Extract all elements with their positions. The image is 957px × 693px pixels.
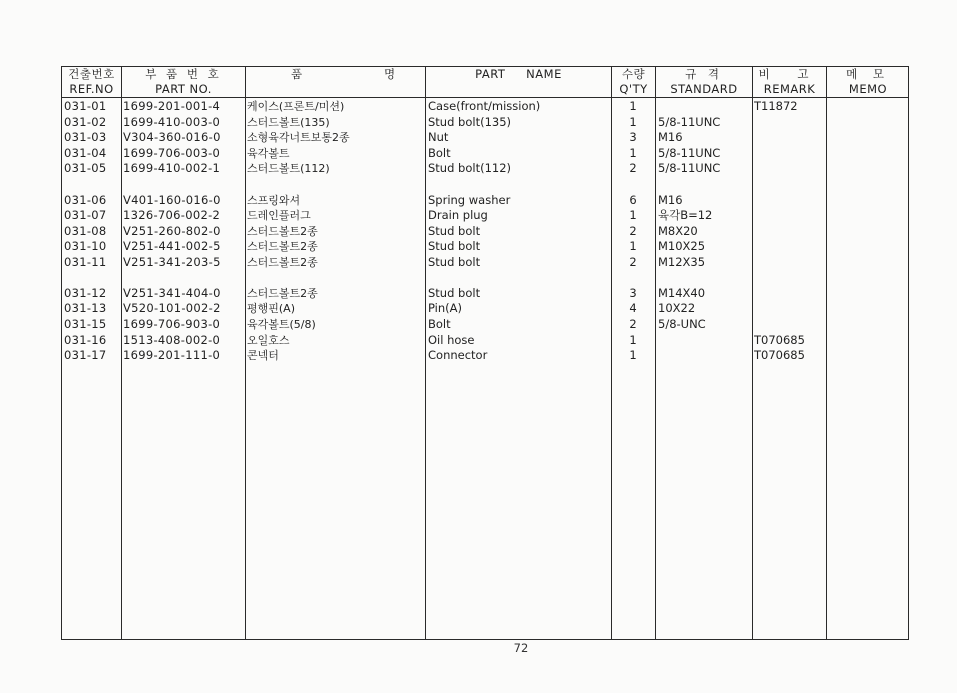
part-name-cell: Stud bolt(135)	[428, 115, 512, 129]
part-name-cell: Stud bolt	[428, 255, 481, 269]
ref-cell: 031-07	[64, 208, 107, 222]
ref-cell: 031-12	[64, 286, 107, 300]
ref-cell: 031-08	[64, 224, 107, 238]
ref-cell: 031-04	[64, 146, 107, 160]
part-name-cell: Oil hose	[428, 333, 475, 347]
table-row	[62, 130, 908, 146]
korean-name-cell: 평행핀(A)	[247, 302, 295, 315]
qty-cell: 2	[629, 255, 637, 269]
part-name-cell: Stud bolt	[428, 224, 481, 238]
page-number: 72	[513, 641, 529, 655]
part-no-cell: V251-341-404-0	[123, 286, 221, 300]
part-name-cell: Nut	[428, 130, 449, 144]
ref-cell: 031-16	[64, 333, 107, 347]
ref-cell: 031-17	[64, 348, 107, 362]
header-std-kor: 규 격	[685, 67, 723, 81]
korean-name-cell: 오일호스	[247, 334, 290, 347]
part-name-cell: Connector	[428, 348, 488, 362]
qty-cell: 4	[629, 301, 637, 315]
korean-name-cell: 스터드볼트(135)	[247, 116, 330, 129]
part-no-cell: V401-160-016-0	[123, 193, 221, 207]
header-part-name	[426, 67, 611, 97]
header-std-eng: STANDARD	[670, 82, 738, 96]
part-name-cell: Stud bolt(112)	[428, 161, 512, 175]
header-ref-kor: 건출번호	[68, 67, 115, 81]
table-row	[62, 301, 908, 317]
remark-cell: T11872	[754, 99, 798, 113]
korean-name-cell: 스프링와셔	[247, 194, 301, 207]
header-rem-eng: REMARK	[763, 82, 816, 96]
table-row	[62, 333, 908, 349]
header-kor-name-b: 명	[384, 67, 396, 81]
part-name-cell: Stud bolt	[428, 239, 481, 253]
header-pno-kor: 부 품 번 호	[145, 67, 222, 81]
qty-cell: 1	[629, 333, 637, 347]
qty-cell: 3	[629, 130, 637, 144]
standard-cell: 5/8-UNC	[658, 317, 706, 331]
korean-name-cell: 스터드볼트2종	[247, 287, 318, 300]
header-memo	[827, 67, 909, 97]
header-memo-eng: MEMO	[848, 82, 888, 96]
standard-cell: M8X20	[658, 224, 698, 238]
standard-cell: M16	[658, 130, 683, 144]
korean-name-cell: 스터드볼트2종	[247, 240, 318, 253]
korean-name-cell: 육각볼트	[247, 147, 290, 160]
header-kor-name	[246, 67, 425, 97]
header-kor-name-a: 품	[291, 67, 303, 81]
table-row	[62, 348, 908, 364]
qty-cell: 2	[629, 161, 637, 175]
parts-table	[61, 66, 909, 640]
korean-name-cell: 케이스(프론트/미션)	[247, 100, 345, 113]
header-standard	[656, 67, 752, 97]
qty-cell: 2	[629, 317, 637, 331]
header-remark	[753, 67, 826, 97]
part-no-cell: V251-441-002-5	[123, 239, 221, 253]
qty-cell: 1	[629, 146, 637, 160]
qty-cell: 2	[629, 224, 637, 238]
part-no-cell: 1699-706-003-0	[123, 146, 221, 160]
table-row	[62, 317, 908, 333]
part-no-cell: 1699-410-002-1	[123, 161, 221, 175]
table-row	[62, 146, 908, 162]
header-part-name-label: PART NAME	[475, 67, 562, 81]
header-rem-kor: 비 고	[758, 67, 821, 81]
remark-cell: T070685	[754, 348, 805, 362]
ref-cell: 031-03	[64, 130, 107, 144]
qty-cell: 1	[629, 239, 637, 253]
qty-cell: 1	[629, 99, 637, 113]
standard-cell: 5/8-11UNC	[658, 146, 721, 160]
standard-cell: M14X40	[658, 286, 706, 300]
table-row	[62, 193, 908, 209]
standard-cell: 5/8-11UNC	[658, 161, 721, 175]
korean-name-cell: 콘넥터	[247, 349, 279, 362]
table-row	[62, 224, 908, 240]
standard-cell: 육각B=12	[658, 208, 713, 222]
header-ref	[62, 67, 121, 97]
part-no-cell: 1699-201-001-4	[123, 99, 221, 113]
ref-cell: 031-10	[64, 239, 107, 253]
ref-cell: 031-05	[64, 161, 107, 175]
header-pno-eng: PART NO.	[155, 82, 212, 96]
standard-cell: M16	[658, 193, 683, 207]
korean-name-cell: 소형육각너트보통2종	[247, 131, 350, 144]
table-row	[62, 161, 908, 177]
korean-name-cell: 스터드볼트(112)	[247, 162, 330, 175]
korean-name-cell: 스터드볼트2종	[247, 256, 318, 269]
header-part-no	[122, 67, 245, 97]
part-no-cell: 1699-706-903-0	[123, 317, 221, 331]
part-no-cell: V251-260-802-0	[123, 224, 221, 238]
korean-name-cell: 육각볼트(5/8)	[247, 318, 316, 331]
part-no-cell: V520-101-002-2	[123, 301, 221, 315]
part-name-cell: Bolt	[428, 146, 451, 160]
part-name-cell: Spring washer	[428, 193, 511, 207]
ref-cell: 031-06	[64, 193, 107, 207]
table-row	[62, 239, 908, 255]
qty-cell: 1	[629, 208, 637, 222]
header-qty-kor: 수량	[621, 67, 646, 81]
part-no-cell: V251-341-203-5	[123, 255, 221, 269]
header-memo-kor: 메 모	[846, 67, 890, 81]
header-qty	[612, 67, 655, 97]
qty-cell: 1	[629, 115, 637, 129]
table-row	[62, 208, 908, 224]
header-divider	[62, 97, 908, 98]
header-qty-eng: Q'TY	[619, 82, 648, 96]
standard-cell: M10X25	[658, 239, 706, 253]
table-row	[62, 99, 908, 115]
qty-cell: 6	[629, 193, 637, 207]
ref-cell: 031-01	[64, 99, 107, 113]
part-no-cell: 1326-706-002-2	[123, 208, 221, 222]
table-row	[62, 115, 908, 131]
table-row	[62, 286, 908, 302]
part-no-cell: 1699-201-111-0	[123, 348, 221, 362]
qty-cell: 1	[629, 348, 637, 362]
part-name-cell: Bolt	[428, 317, 451, 331]
table-row	[62, 255, 908, 271]
ref-cell: 031-15	[64, 317, 107, 331]
ref-cell: 031-13	[64, 301, 107, 315]
standard-cell: 5/8-11UNC	[658, 115, 721, 129]
qty-cell: 3	[629, 286, 637, 300]
part-no-cell: V304-360-016-0	[123, 130, 221, 144]
part-name-cell: Drain plug	[428, 208, 488, 222]
remark-cell: T070685	[754, 333, 805, 347]
ref-cell: 031-02	[64, 115, 107, 129]
ref-cell: 031-11	[64, 255, 107, 269]
korean-name-cell: 드레인플러그	[247, 209, 311, 222]
part-no-cell: 1699-410-003-0	[123, 115, 221, 129]
part-name-cell: Case(front/mission)	[428, 99, 541, 113]
part-name-cell: Stud bolt	[428, 286, 481, 300]
header-ref-eng: REF.NO	[69, 82, 114, 96]
korean-name-cell: 스터드볼트2종	[247, 225, 318, 238]
part-name-cell: Pin(A)	[428, 301, 463, 315]
part-no-cell: 1513-408-002-0	[123, 333, 221, 347]
standard-cell: 10X22	[658, 301, 696, 315]
standard-cell: M12X35	[658, 255, 706, 269]
